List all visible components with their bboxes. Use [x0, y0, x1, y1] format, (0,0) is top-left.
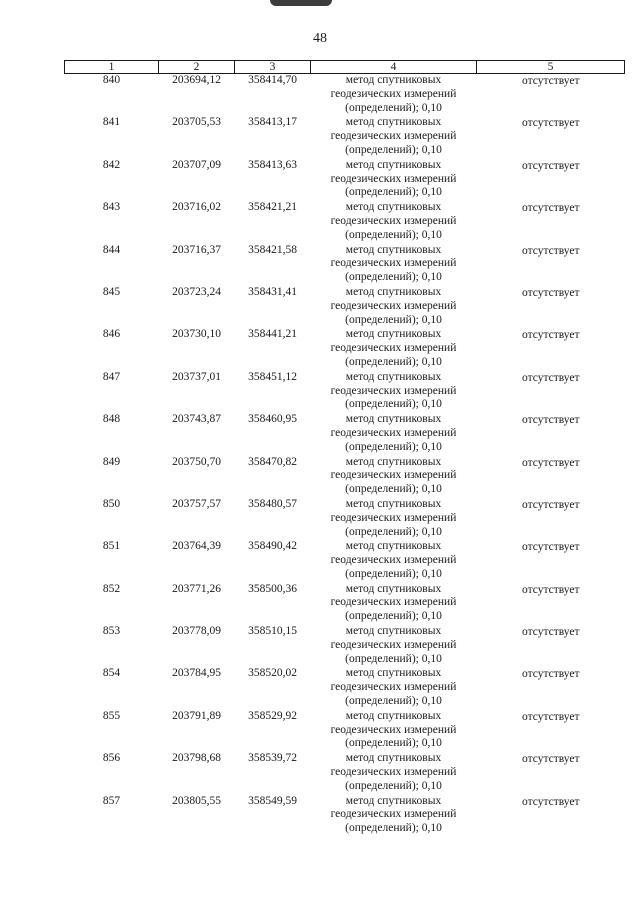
x-coordinate-cell: 203757,57: [172, 497, 221, 510]
method-line: (определений); 0,10: [345, 567, 442, 580]
status-text: отсутствует: [521, 117, 580, 130]
method-line: метод спутниковых: [345, 582, 442, 595]
method-line: геодезических измерений: [330, 808, 457, 821]
status-cell: [477, 456, 625, 498]
y-coordinate-cell: 358490,42: [248, 540, 297, 553]
method-cell: [311, 159, 477, 201]
method-cell: [311, 328, 477, 370]
method-line: (определений); 0,10: [345, 271, 442, 284]
table-header-row: [65, 61, 625, 74]
point-number-cell: 850: [102, 497, 121, 510]
y-coordinate-cell: 358549,59: [248, 794, 297, 807]
table-row: [65, 498, 625, 540]
status-cell: [477, 752, 625, 794]
method-line: геодезических измерений: [330, 342, 457, 355]
method-line: метод спутниковых: [345, 285, 442, 298]
table-row: [65, 625, 625, 667]
status-cell: [477, 244, 625, 286]
status-text: отсутствует: [521, 159, 580, 172]
point-number-cell: 851: [102, 540, 121, 553]
method-line: геодезических измерений: [330, 172, 457, 185]
status-text: отсутствует: [521, 753, 580, 766]
status-cell: [477, 413, 625, 455]
y-coordinate-cell: 358500,36: [248, 582, 297, 595]
method-line: метод спутниковых: [345, 455, 442, 468]
status-cell: [477, 625, 625, 667]
table-body: [65, 74, 625, 838]
x-coordinate-cell: 203716,37: [172, 243, 221, 256]
point-number-cell: 857: [102, 794, 121, 807]
y-coordinate-cell: 358480,57: [248, 497, 297, 510]
column-header: 1: [65, 61, 159, 74]
column-header: 5: [477, 61, 625, 74]
y-coordinate-cell: 358414,70: [248, 74, 297, 86]
status-text: отсутствует: [521, 583, 580, 596]
point-number-cell: 840: [102, 74, 121, 86]
method-line: метод спутниковых: [345, 74, 442, 86]
method-line: (определений); 0,10: [345, 228, 442, 241]
table-row: [65, 540, 625, 582]
method-line: геодезических измерений: [330, 469, 457, 482]
method-line: (определений); 0,10: [345, 822, 442, 835]
point-number-cell: 843: [102, 201, 121, 214]
point-number-cell: 849: [102, 455, 121, 468]
method-line: метод спутниковых: [345, 201, 442, 214]
method-cell: [311, 752, 477, 794]
status-cell: [477, 201, 625, 243]
x-coordinate-cell: 203730,10: [172, 328, 221, 341]
x-coordinate-cell: 203778,09: [172, 625, 221, 638]
x-coordinate-cell: 203716,02: [172, 201, 221, 214]
method-line: метод спутниковых: [345, 625, 442, 638]
method-line: метод спутниковых: [345, 328, 442, 341]
y-coordinate-cell: 358520,02: [248, 667, 297, 680]
x-coordinate-cell: 203764,39: [172, 540, 221, 553]
method-line: геодезических измерений: [330, 554, 457, 567]
column-header: 4: [311, 61, 477, 74]
method-line: метод спутниковых: [345, 497, 442, 510]
method-line: метод спутниковых: [345, 752, 442, 765]
status-text: отсутствует: [521, 456, 580, 469]
point-number-cell: 841: [102, 116, 121, 129]
method-line: геодезических измерений: [330, 299, 457, 312]
status-cell: [477, 540, 625, 582]
status-cell: [477, 710, 625, 752]
method-line: (определений); 0,10: [345, 440, 442, 453]
method-line: геодезических измерений: [330, 511, 457, 524]
method-line: геодезических измерений: [330, 638, 457, 651]
method-line: геодезических измерений: [330, 766, 457, 779]
x-coordinate-cell: 203750,70: [172, 455, 221, 468]
table-row: [65, 710, 625, 752]
method-cell: [311, 371, 477, 413]
method-line: геодезических измерений: [330, 130, 457, 143]
method-line: метод спутниковых: [345, 116, 442, 129]
table-row: [65, 413, 625, 455]
point-number-cell: 853: [102, 625, 121, 638]
method-line: (определений); 0,10: [345, 186, 442, 199]
y-coordinate-cell: 358441,21: [248, 328, 297, 341]
method-cell: [311, 456, 477, 498]
method-line: (определений); 0,10: [345, 695, 442, 708]
table-row: [65, 201, 625, 243]
table-row: [65, 752, 625, 794]
x-coordinate-cell: 203771,26: [172, 582, 221, 595]
table-row: [65, 116, 625, 158]
status-cell: [477, 498, 625, 540]
y-coordinate-cell: 358421,58: [248, 243, 297, 256]
status-text: отсутствует: [521, 498, 580, 511]
table-row: [65, 74, 625, 117]
table-row: [65, 795, 625, 837]
coordinates-table: [64, 60, 625, 837]
point-number-cell: 854: [102, 667, 121, 680]
point-number-cell: 852: [102, 582, 121, 595]
method-line: геодезических измерений: [330, 681, 457, 694]
status-text: отсутствует: [521, 541, 580, 554]
method-cell: [311, 74, 477, 117]
y-coordinate-cell: 358421,21: [248, 201, 297, 214]
y-coordinate-cell: 358539,72: [248, 752, 297, 765]
column-header: 2: [159, 61, 235, 74]
point-number-cell: 855: [102, 709, 121, 722]
status-cell: [477, 286, 625, 328]
method-cell: [311, 244, 477, 286]
method-line: геодезических измерений: [330, 87, 457, 100]
x-coordinate-cell: 203723,24: [172, 285, 221, 298]
point-number-cell: 844: [102, 243, 121, 256]
x-coordinate-cell: 203705,53: [172, 116, 221, 129]
status-text: отсутствует: [521, 795, 580, 808]
status-text: отсутствует: [521, 75, 580, 87]
method-line: (определений); 0,10: [345, 398, 442, 411]
status-cell: [477, 583, 625, 625]
x-coordinate-cell: 203798,68: [172, 752, 221, 765]
method-line: (определений); 0,10: [345, 652, 442, 665]
method-cell: [311, 710, 477, 752]
method-cell: [311, 286, 477, 328]
status-cell: [477, 371, 625, 413]
method-line: метод спутниковых: [345, 709, 442, 722]
method-line: (определений); 0,10: [345, 355, 442, 368]
method-cell: [311, 413, 477, 455]
table-row: [65, 667, 625, 709]
method-line: геодезических измерений: [330, 384, 457, 397]
status-text: отсутствует: [521, 371, 580, 384]
x-coordinate-cell: 203707,09: [172, 158, 221, 171]
status-cell: [477, 795, 625, 837]
table-row: [65, 286, 625, 328]
method-line: метод спутниковых: [345, 667, 442, 680]
y-coordinate-cell: 358460,95: [248, 413, 297, 426]
method-line: геодезических измерений: [330, 214, 457, 227]
method-cell: [311, 795, 477, 837]
y-coordinate-cell: 358413,17: [248, 116, 297, 129]
status-text: отсутствует: [521, 414, 580, 427]
method-line: (определений); 0,10: [345, 483, 442, 496]
status-text: отсутствует: [521, 668, 580, 681]
y-coordinate-cell: 358470,82: [248, 455, 297, 468]
y-coordinate-cell: 358510,15: [248, 625, 297, 638]
method-line: метод спутниковых: [345, 794, 442, 807]
method-cell: [311, 540, 477, 582]
point-number-cell: 856: [102, 752, 121, 765]
x-coordinate-cell: 203784,95: [172, 667, 221, 680]
y-coordinate-cell: 358413,63: [248, 158, 297, 171]
method-line: геодезических измерений: [330, 257, 457, 270]
x-coordinate-cell: 203791,89: [172, 709, 221, 722]
method-line: (определений); 0,10: [345, 779, 442, 792]
point-number-cell: 848: [102, 413, 121, 426]
method-cell: [311, 625, 477, 667]
table-row: [65, 159, 625, 201]
point-number-cell: 846: [102, 328, 121, 341]
status-cell: [477, 159, 625, 201]
method-line: геодезических измерений: [330, 723, 457, 736]
x-coordinate-cell: 203694,12: [172, 74, 221, 86]
y-coordinate-cell: 358451,12: [248, 370, 297, 383]
status-cell: [477, 74, 625, 117]
table-row: [65, 371, 625, 413]
point-number-cell: 847: [102, 370, 121, 383]
method-cell: [311, 116, 477, 158]
status-cell: [477, 328, 625, 370]
y-coordinate-cell: 358529,92: [248, 709, 297, 722]
point-number-cell: 845: [102, 285, 121, 298]
x-coordinate-cell: 203737,01: [172, 370, 221, 383]
x-coordinate-cell: 203743,87: [172, 413, 221, 426]
status-text: отсутствует: [521, 202, 580, 215]
method-line: метод спутниковых: [345, 243, 442, 256]
point-number-cell: 842: [102, 158, 121, 171]
method-line: метод спутниковых: [345, 413, 442, 426]
method-line: (определений); 0,10: [345, 525, 442, 538]
status-text: отсутствует: [521, 329, 580, 342]
method-cell: [311, 498, 477, 540]
method-line: (определений); 0,10: [345, 313, 442, 326]
table-row: [65, 456, 625, 498]
table-row: [65, 328, 625, 370]
method-cell: [311, 667, 477, 709]
method-cell: [311, 201, 477, 243]
status-text: отсутствует: [521, 286, 580, 299]
table-row: [65, 583, 625, 625]
method-line: метод спутниковых: [345, 540, 442, 553]
status-text: отсутствует: [521, 626, 580, 639]
x-coordinate-cell: 203805,55: [172, 794, 221, 807]
method-line: (определений); 0,10: [345, 143, 442, 156]
scan-mark: [270, 0, 332, 6]
table-row: [65, 244, 625, 286]
method-cell: [311, 583, 477, 625]
method-line: (определений); 0,10: [345, 610, 442, 623]
column-header: 3: [235, 61, 311, 74]
method-line: метод спутниковых: [345, 370, 442, 383]
method-line: (определений); 0,10: [345, 737, 442, 750]
y-coordinate-cell: 358431,41: [248, 285, 297, 298]
method-line: метод спутниковых: [345, 158, 442, 171]
method-line: (определений); 0,10: [345, 101, 442, 114]
page-number: 48: [313, 31, 327, 46]
status-cell: [477, 667, 625, 709]
status-text: отсутствует: [521, 244, 580, 257]
status-cell: [477, 116, 625, 158]
status-text: отсутствует: [521, 710, 580, 723]
method-line: геодезических измерений: [330, 596, 457, 609]
method-line: геодезических измерений: [330, 426, 457, 439]
